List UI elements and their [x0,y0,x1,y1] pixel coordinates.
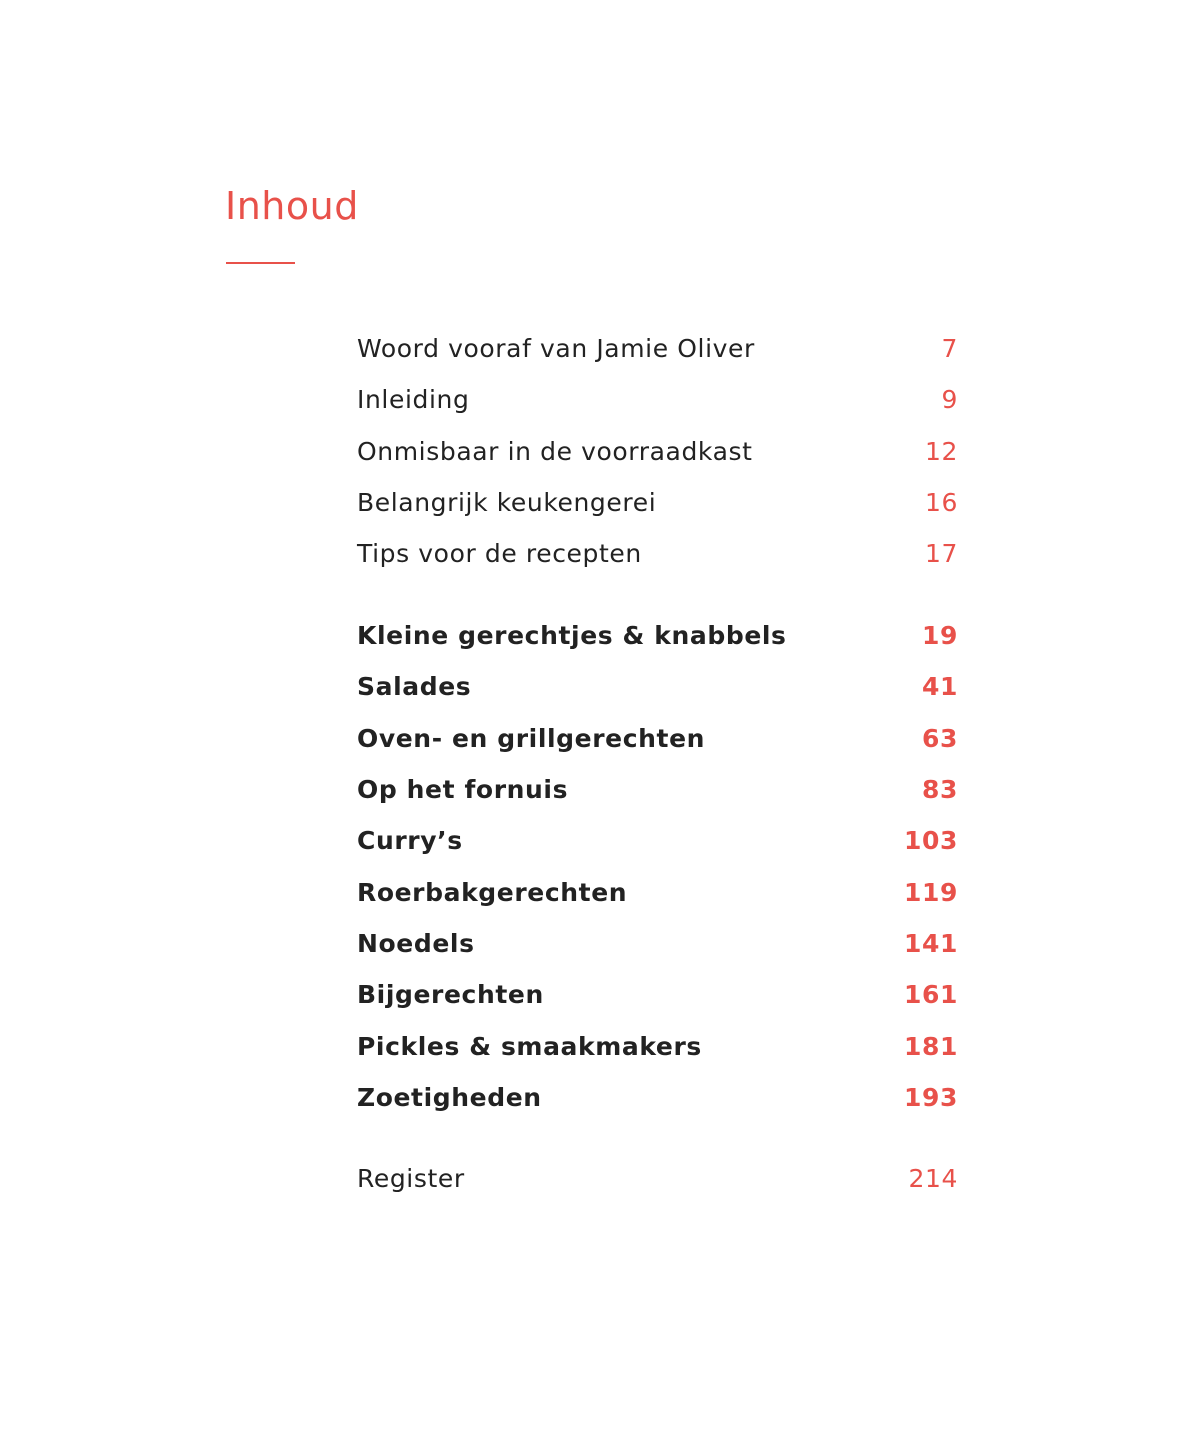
toc-chapter[interactable] [357,661,958,712]
toc-entry-label: Belangrijk keukengerei [357,488,657,518]
toc-chapter-label: Curry’s [357,826,463,856]
toc-chapter-label: Zoetigheden [357,1082,542,1112]
toc-entry-page: 16 [924,488,958,518]
toc-chapter[interactable] [357,918,958,969]
toc-chapter-label: Op het fornuis [357,775,569,805]
toc-chapter-page: 19 [922,621,958,651]
toc-chapter-label: Roerbakgerechten [357,877,628,907]
toc-entry-label: Tips voor de recepten [357,539,642,569]
toc-chapter-page: 119 [904,877,958,907]
toc-entry[interactable] [357,1153,958,1204]
toc-entry-page: 12 [924,436,958,466]
toc-entry-label: Register [357,1164,465,1194]
toc-chapter[interactable] [357,713,958,764]
toc-chapter-page: 103 [904,826,958,856]
toc-chapter-label: Salades [357,672,472,702]
toc-entry-page: 17 [924,539,958,569]
toc-chapter-label: Pickles & smaakmakers [357,1031,702,1061]
toc-chapter-page: 141 [904,928,958,958]
page-title: Inhoud [225,184,359,228]
toc-entry-label: Onmisbaar in de voorraadkast [357,436,753,466]
toc-chapter-page: 181 [904,1031,958,1061]
toc-chapter[interactable] [357,1020,958,1071]
toc-entry-label: Inleiding [357,385,470,415]
toc-entry-page: 9 [941,385,958,415]
toc-chapter-page: 63 [922,723,958,753]
toc-entry[interactable] [357,323,958,374]
toc-entry[interactable] [357,374,958,425]
title-underline [226,262,295,264]
toc-front-matter [357,323,958,579]
toc-chapter-page: 161 [904,980,958,1010]
toc-chapters [357,610,958,1123]
toc-chapter-label: Bijgerechten [357,980,544,1010]
toc-chapter-label: Oven- en grillgerechten [357,723,706,753]
toc-chapter[interactable] [357,1072,958,1123]
toc-entry-label: Woord vooraf van Jamie Oliver [357,334,755,364]
toc-chapter[interactable] [357,815,958,866]
toc-chapter[interactable] [357,866,958,917]
toc-entry[interactable] [357,426,958,477]
toc-entry[interactable] [357,528,958,579]
toc-chapter[interactable] [357,610,958,661]
toc-chapter[interactable] [357,764,958,815]
toc-back-matter [357,1153,958,1204]
toc-entry-page: 214 [908,1164,958,1194]
toc-chapter-label: Kleine gerechtjes & knabbels [357,621,787,651]
toc-chapter-page: 193 [904,1082,958,1112]
toc-chapter-label: Noedels [357,928,475,958]
toc-chapter[interactable] [357,969,958,1020]
toc-chapter-page: 41 [922,672,958,702]
toc-chapter-page: 83 [922,775,958,805]
toc-entry[interactable] [357,477,958,528]
toc-entry-page: 7 [941,334,958,364]
